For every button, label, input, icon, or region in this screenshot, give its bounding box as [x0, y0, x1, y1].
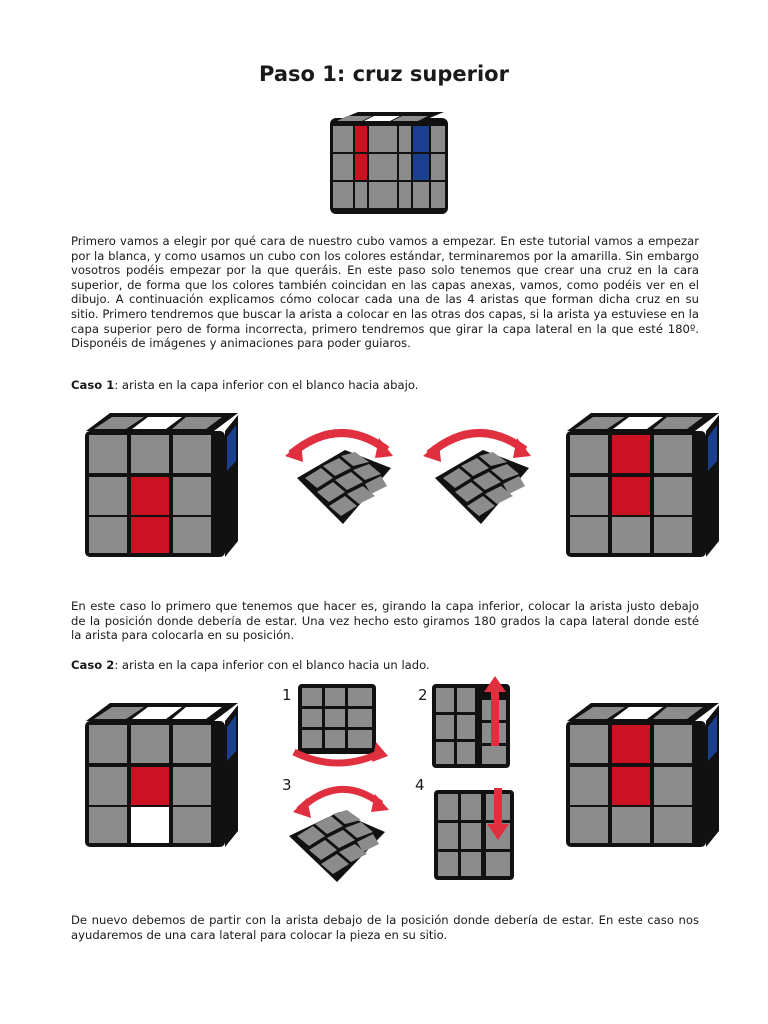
caso2-text: : arista en la capa inferior con el blanco hacia un lado. [114, 658, 430, 672]
step-number-3: 3 [282, 776, 292, 794]
caso1-label: Caso 1 [71, 378, 115, 392]
caso1-explanation: En este caso lo primero que tenemos que hacer es, girando la capa inferior, colocar la arista justo debajo de la posición donde debería de estar. Una vez hecho esto giramos 180 grados la capa lateral donde esté la arista para colocarla en su posición. [71, 599, 699, 643]
caso1-start-cube-illustration [82, 405, 242, 560]
step-number-4: 4 [415, 776, 425, 794]
intro-paragraph: Primero vamos a elegir por qué cara de nuestro cubo vamos a empezar. En este tutorial vamos a empezar por la blanca, y como usamos un cubo con los colores estándar, terminaremos por la amarilla. Sin embargo vosotros podéis empezar por la que queráis. En este paso solo tenemos que crear una cruz en la cara superior, de forma que los colores también coincidan en las capas anexas, vamos, como podéis ver en el dibujo. A continuación explicamos cómo colocar cada una de las 4 aristas que forman dicha cruz en su sitio. Primero tendremos que buscar la arista a colocar en las otras dos capas, si la arista ya estuviese en la capa superior pero de forma incorrecta, primero tendremos que girar la capa lateral en la que esté 180º. Disponéis de imágenes y animaciones para poder guiaros. [71, 234, 699, 351]
caso1-step1-rotation-illustration [283, 420, 397, 530]
caso1-result-cube-illustration [563, 405, 723, 560]
page-title: Paso 1: cruz superior [259, 62, 509, 86]
caso2-step4-illustration [430, 786, 522, 884]
caso1-heading [71, 378, 699, 393]
caso2-explanation: De nuevo debemos de partir con la arista debajo de la posición donde debería de estar. En este caso nos ayudaremos de una cara lateral para colocar la pieza en su sitio. [71, 913, 699, 942]
caso2-step3-illustration [285, 776, 393, 886]
solved-cross-cube-illustration [328, 108, 450, 216]
caso2-result-cube-illustration [563, 695, 723, 850]
caso1-step2-rotation-illustration [421, 420, 535, 530]
caso1-text: : arista en la capa inferior con el blanco hacia abajo. [114, 378, 419, 392]
caso2-heading [71, 658, 699, 673]
step-number-1: 1 [282, 686, 292, 704]
caso2-step2-illustration [428, 676, 522, 772]
caso2-step1-illustration [288, 682, 388, 780]
caso2-start-cube-illustration [82, 695, 242, 850]
caso2-label: Caso 2 [71, 658, 115, 672]
step-number-2: 2 [418, 686, 428, 704]
